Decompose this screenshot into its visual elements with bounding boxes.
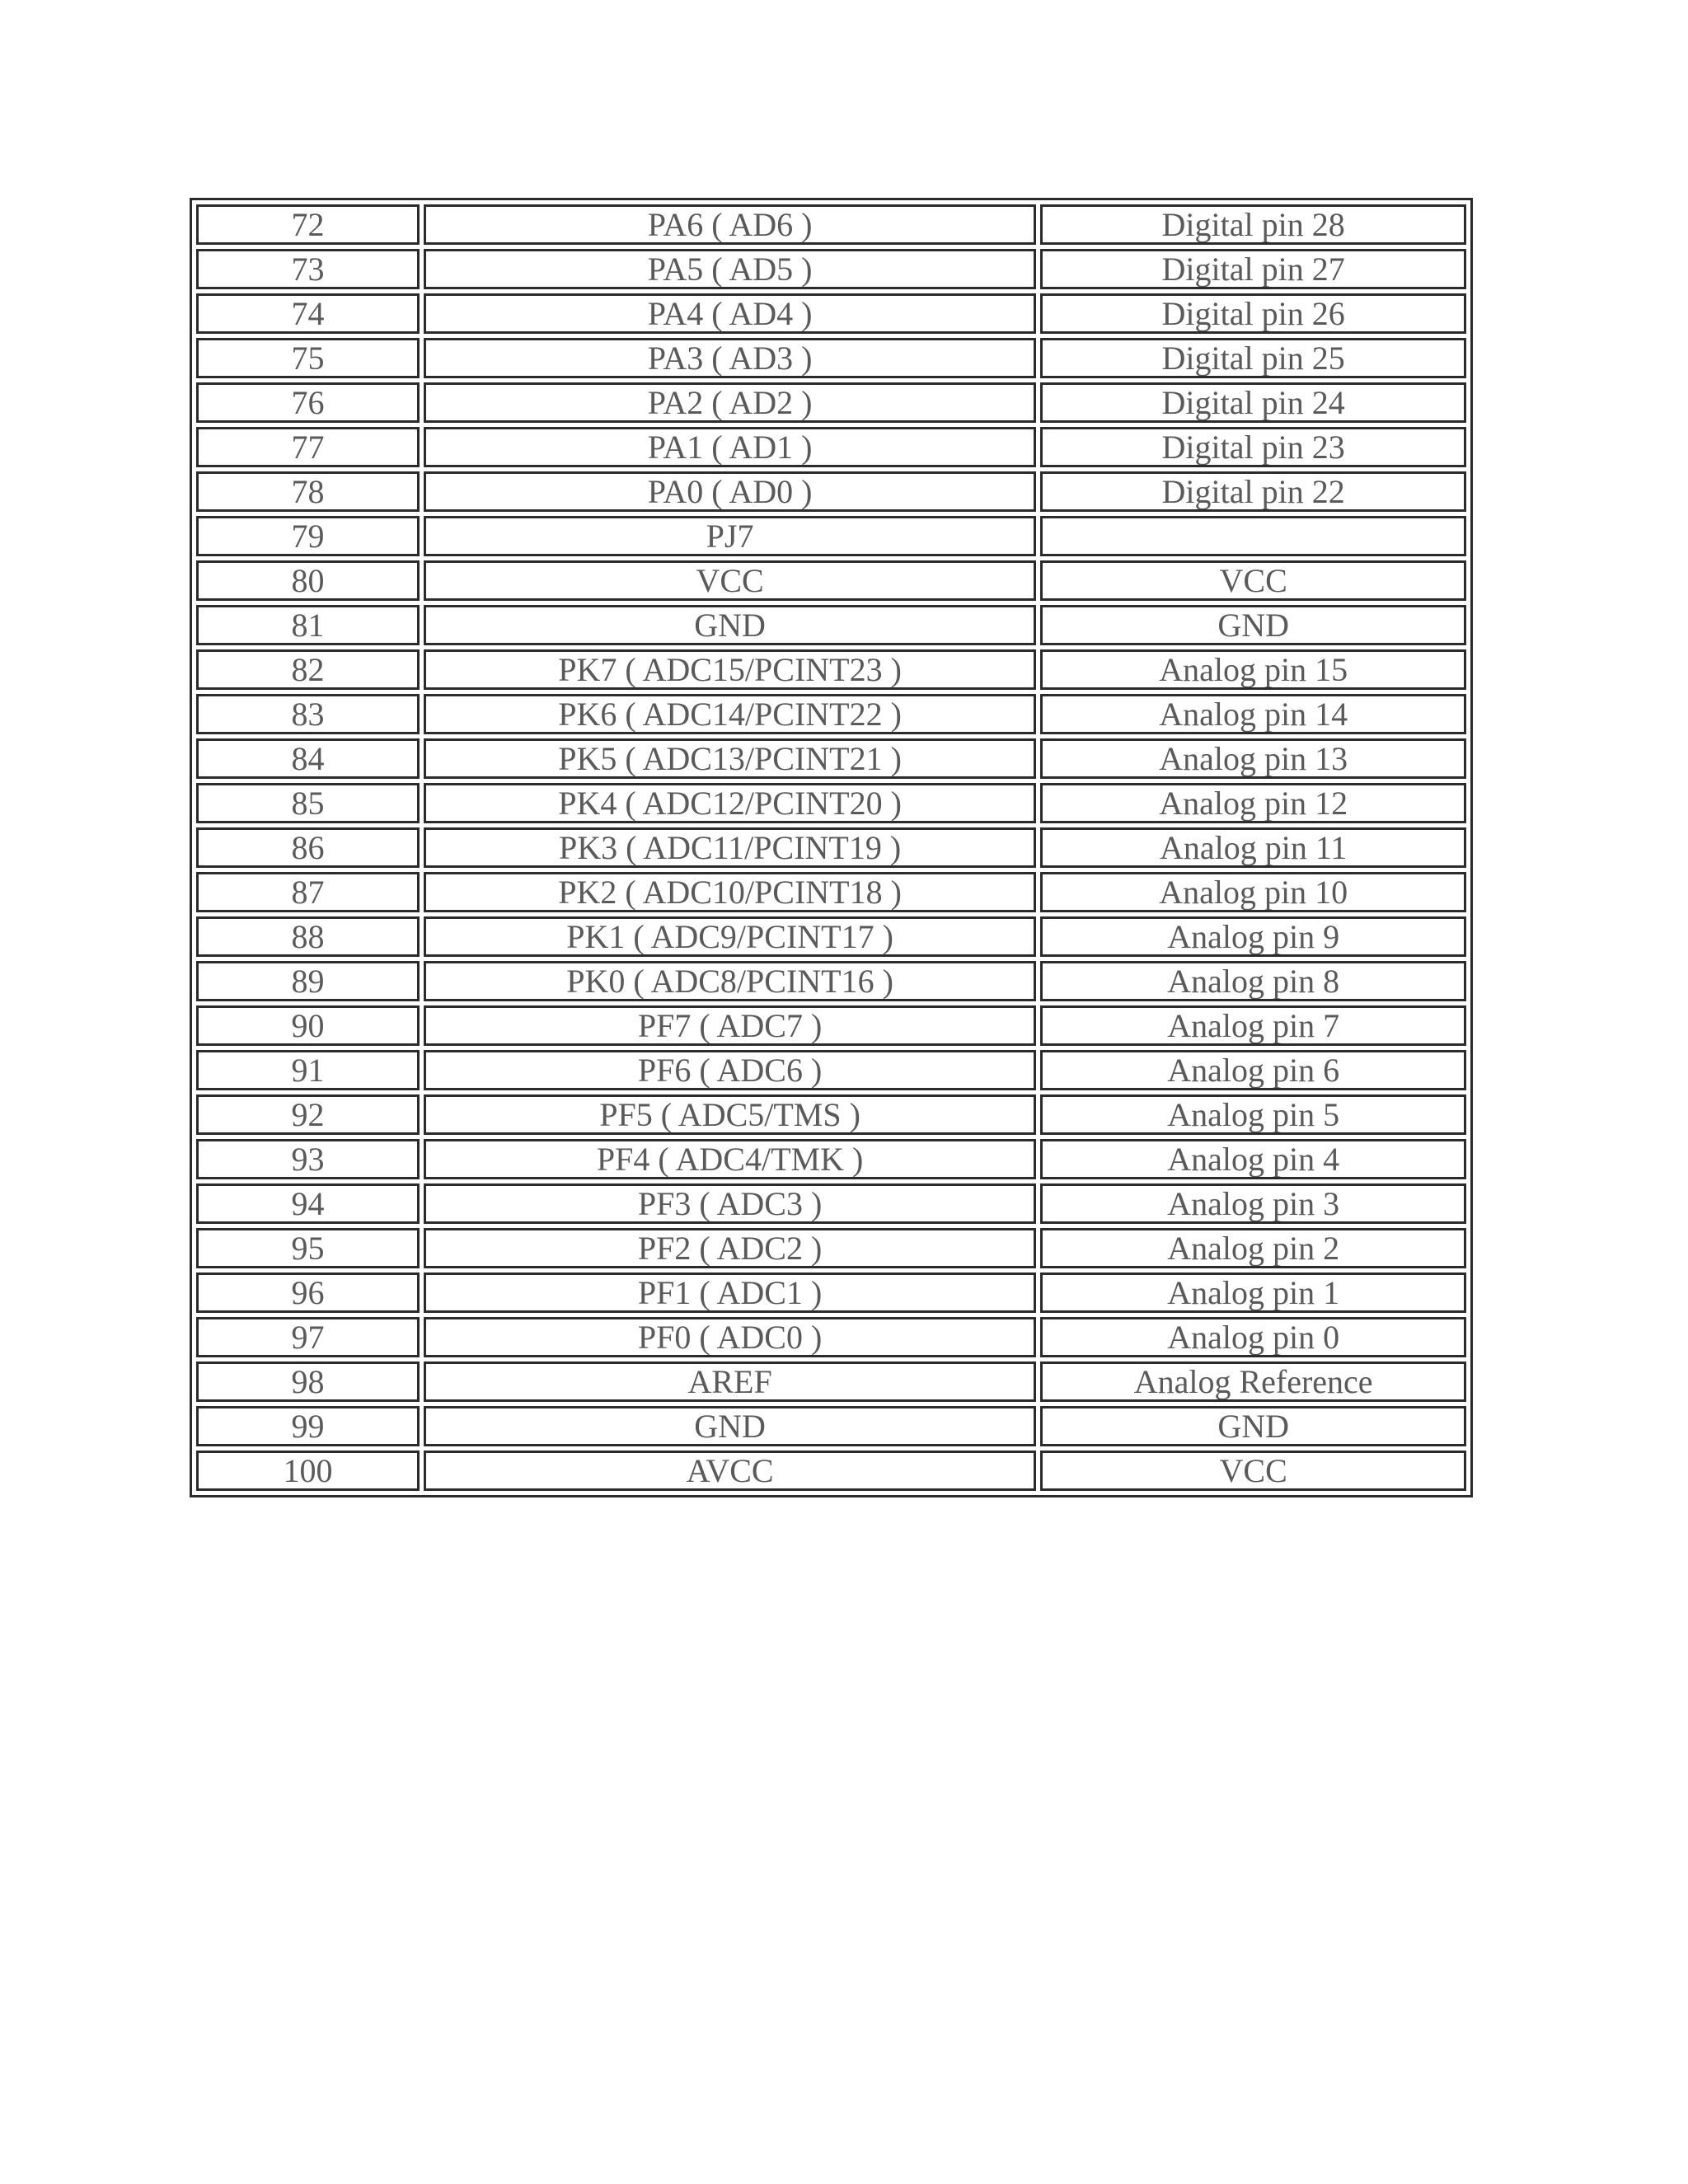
- port-name-cell: PF3 ( ADC3 ): [424, 1183, 1036, 1224]
- pin-number-cell: 96: [196, 1272, 420, 1313]
- port-name-cell: PJ7: [424, 516, 1036, 556]
- arduino-function-cell: Digital pin 24: [1040, 382, 1466, 423]
- arduino-function-cell: Analog pin 1: [1040, 1272, 1466, 1313]
- arduino-function-cell: Digital pin 25: [1040, 338, 1466, 378]
- pin-number-cell: 97: [196, 1317, 420, 1357]
- arduino-function-cell: Analog pin 3: [1040, 1183, 1466, 1224]
- arduino-function-cell: Digital pin 27: [1040, 249, 1466, 289]
- port-name-cell: PF1 ( ADC1 ): [424, 1272, 1036, 1313]
- pin-number-cell: 94: [196, 1183, 420, 1224]
- table-row: [196, 249, 1466, 289]
- arduino-function-cell: Analog pin 10: [1040, 872, 1466, 912]
- table-row: [196, 338, 1466, 378]
- pin-number-cell: 86: [196, 827, 420, 868]
- table-row: [196, 1451, 1466, 1491]
- arduino-function-cell: VCC: [1040, 1451, 1466, 1491]
- pin-number-cell: 91: [196, 1050, 420, 1090]
- pin-number-cell: 92: [196, 1094, 420, 1135]
- arduino-function-cell: Analog pin 12: [1040, 783, 1466, 823]
- port-name-cell: GND: [424, 605, 1036, 645]
- arduino-function-cell: Analog pin 15: [1040, 649, 1466, 690]
- port-name-cell: PA2 ( AD2 ): [424, 382, 1036, 423]
- arduino-function-cell: Analog pin 7: [1040, 1005, 1466, 1046]
- arduino-function-cell: Analog pin 2: [1040, 1228, 1466, 1268]
- pin-number-cell: 82: [196, 649, 420, 690]
- port-name-cell: AREF: [424, 1361, 1036, 1402]
- arduino-function-cell: Analog pin 5: [1040, 1094, 1466, 1135]
- table-row: [196, 961, 1466, 1001]
- pin-number-cell: 89: [196, 961, 420, 1001]
- table-row: [196, 560, 1466, 601]
- table-row: [196, 1228, 1466, 1268]
- arduino-function-cell: Analog pin 9: [1040, 916, 1466, 957]
- table-row: [196, 427, 1466, 467]
- pin-number-cell: 98: [196, 1361, 420, 1402]
- pin-number-cell: 85: [196, 783, 420, 823]
- arduino-function-cell: Analog pin 0: [1040, 1317, 1466, 1357]
- table-row: [196, 827, 1466, 868]
- pin-number-cell: 72: [196, 204, 420, 245]
- arduino-function-cell: Digital pin 22: [1040, 471, 1466, 512]
- table-row: [196, 605, 1466, 645]
- table-row: [196, 738, 1466, 779]
- table-row: [196, 516, 1466, 556]
- pin-number-cell: 76: [196, 382, 420, 423]
- pin-number-cell: 100: [196, 1451, 420, 1491]
- pin-number-cell: 83: [196, 694, 420, 734]
- port-name-cell: PF0 ( ADC0 ): [424, 1317, 1036, 1357]
- pin-number-cell: 74: [196, 293, 420, 334]
- arduino-function-cell: Digital pin 28: [1040, 204, 1466, 245]
- pin-table-body: [196, 204, 1466, 1491]
- table-row: [196, 783, 1466, 823]
- arduino-function-cell: Digital pin 23: [1040, 427, 1466, 467]
- port-name-cell: PF7 ( ADC7 ): [424, 1005, 1036, 1046]
- port-name-cell: PK6 ( ADC14/PCINT22 ): [424, 694, 1036, 734]
- port-name-cell: PK3 ( ADC11/PCINT19 ): [424, 827, 1036, 868]
- port-name-cell: PA3 ( AD3 ): [424, 338, 1036, 378]
- table-row: [196, 1317, 1466, 1357]
- table-row: [196, 872, 1466, 912]
- port-name-cell: VCC: [424, 560, 1036, 601]
- port-name-cell: PK0 ( ADC8/PCINT16 ): [424, 961, 1036, 1001]
- pin-mapping-table: [190, 198, 1473, 1497]
- port-name-cell: PA4 ( AD4 ): [424, 293, 1036, 334]
- pin-number-cell: 79: [196, 516, 420, 556]
- table-row: [196, 382, 1466, 423]
- arduino-function-cell: Analog pin 14: [1040, 694, 1466, 734]
- pin-number-cell: 95: [196, 1228, 420, 1268]
- table-row: [196, 916, 1466, 957]
- table-row: [196, 1183, 1466, 1224]
- pin-number-cell: 80: [196, 560, 420, 601]
- table-row: [196, 1050, 1466, 1090]
- port-name-cell: PF2 ( ADC2 ): [424, 1228, 1036, 1268]
- table-row: [196, 204, 1466, 245]
- port-name-cell: PK4 ( ADC12/PCINT20 ): [424, 783, 1036, 823]
- arduino-function-cell: Digital pin 26: [1040, 293, 1466, 334]
- arduino-function-cell: Analog pin 6: [1040, 1050, 1466, 1090]
- pin-number-cell: 88: [196, 916, 420, 957]
- port-name-cell: PF4 ( ADC4/TMK ): [424, 1139, 1036, 1179]
- pin-number-cell: 87: [196, 872, 420, 912]
- port-name-cell: PA6 ( AD6 ): [424, 204, 1036, 245]
- table-row: [196, 1094, 1466, 1135]
- table-row: [196, 1272, 1466, 1313]
- arduino-function-cell: Analog pin 11: [1040, 827, 1466, 868]
- pin-number-cell: 81: [196, 605, 420, 645]
- arduino-function-cell: GND: [1040, 1406, 1466, 1446]
- arduino-function-cell: VCC: [1040, 560, 1466, 601]
- arduino-function-cell: Analog Reference: [1040, 1361, 1466, 1402]
- arduino-function-cell: GND: [1040, 605, 1466, 645]
- port-name-cell: PF6 ( ADC6 ): [424, 1050, 1036, 1090]
- table-row: [196, 694, 1466, 734]
- port-name-cell: AVCC: [424, 1451, 1036, 1491]
- port-name-cell: PA1 ( AD1 ): [424, 427, 1036, 467]
- arduino-function-cell: Analog pin 4: [1040, 1139, 1466, 1179]
- table-row: [196, 471, 1466, 512]
- port-name-cell: PA5 ( AD5 ): [424, 249, 1036, 289]
- pin-number-cell: 77: [196, 427, 420, 467]
- table-row: [196, 1005, 1466, 1046]
- pin-number-cell: 90: [196, 1005, 420, 1046]
- port-name-cell: PK5 ( ADC13/PCINT21 ): [424, 738, 1036, 779]
- pin-number-cell: 78: [196, 471, 420, 512]
- table-row: [196, 1139, 1466, 1179]
- port-name-cell: PA0 ( AD0 ): [424, 471, 1036, 512]
- arduino-function-cell: Analog pin 8: [1040, 961, 1466, 1001]
- arduino-function-cell: [1040, 516, 1466, 556]
- arduino-function-cell: Analog pin 13: [1040, 738, 1466, 779]
- pin-number-cell: 73: [196, 249, 420, 289]
- pin-number-cell: 75: [196, 338, 420, 378]
- port-name-cell: PF5 ( ADC5/TMS ): [424, 1094, 1036, 1135]
- table-row: [196, 293, 1466, 334]
- table-row: [196, 1361, 1466, 1402]
- port-name-cell: GND: [424, 1406, 1036, 1446]
- table-row: [196, 649, 1466, 690]
- port-name-cell: PK7 ( ADC15/PCINT23 ): [424, 649, 1036, 690]
- pin-number-cell: 99: [196, 1406, 420, 1446]
- port-name-cell: PK2 ( ADC10/PCINT18 ): [424, 872, 1036, 912]
- port-name-cell: PK1 ( ADC9/PCINT17 ): [424, 916, 1036, 957]
- pin-number-cell: 84: [196, 738, 420, 779]
- table-row: [196, 1406, 1466, 1446]
- pin-number-cell: 93: [196, 1139, 420, 1179]
